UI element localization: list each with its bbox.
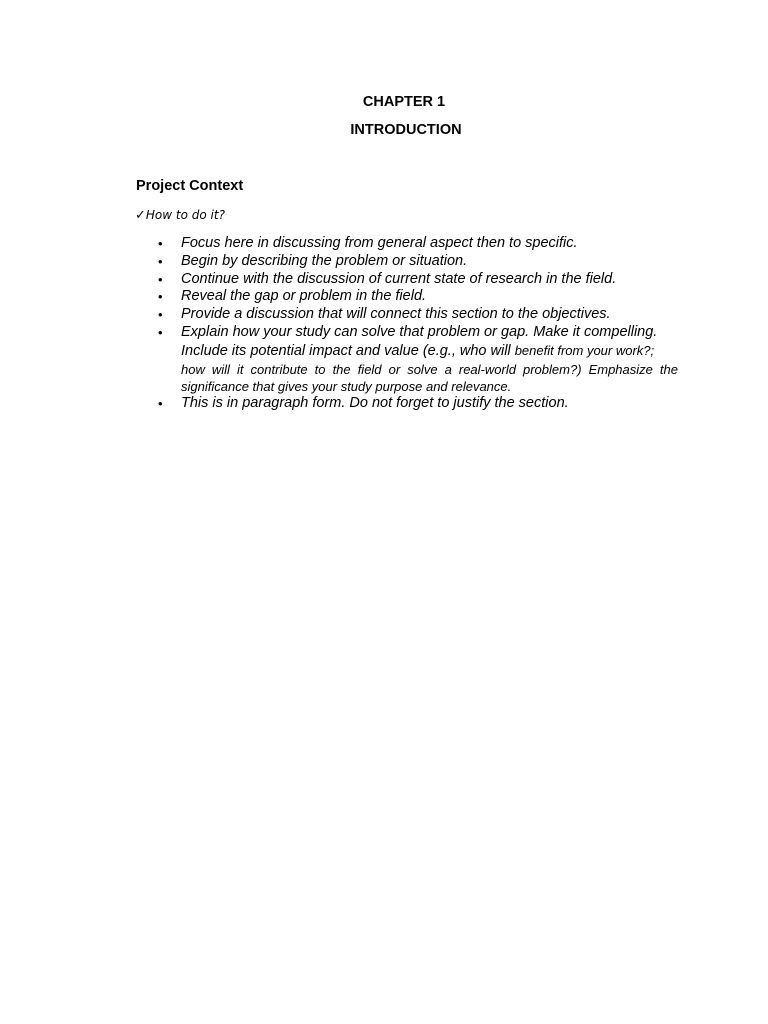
list-item bbox=[158, 235, 678, 253]
section-heading: Project Context bbox=[136, 178, 244, 194]
list-item bbox=[158, 288, 678, 306]
list-item-text: Continue with the discussion of current state of research in the field. bbox=[181, 270, 617, 287]
list-item-text: Include its potential impact and value (e.g., who will bbox=[181, 342, 515, 359]
list-item bbox=[158, 306, 678, 324]
list-item bbox=[158, 395, 678, 413]
list-item-text: how will it contribute to the field or solve a real-world problem?) Emphasize the bbox=[181, 361, 678, 377]
list-item bbox=[158, 324, 678, 395]
howto-text: How to do it? bbox=[145, 208, 225, 222]
list-item bbox=[158, 271, 678, 289]
list-item-text: Begin by describing the problem or situation. bbox=[181, 252, 468, 269]
checkmark-icon: ✓ bbox=[135, 208, 146, 223]
chapter-number: CHAPTER 1 bbox=[362, 94, 446, 110]
list-item bbox=[158, 253, 678, 271]
guidelines-list bbox=[158, 235, 678, 412]
list-item-text: Focus here in discussing from general aspect then to specific. bbox=[181, 235, 578, 251]
bullet-icon: • bbox=[158, 324, 163, 340]
bullet-icon: • bbox=[158, 395, 163, 411]
list-item-text: significance that gives your study purpose and relevance. bbox=[181, 378, 512, 394]
chapter-title: INTRODUCTION bbox=[350, 122, 462, 138]
list-item-text: Provide a discussion that will connect this section to the objectives. bbox=[181, 306, 611, 323]
howto-line bbox=[135, 206, 225, 225]
bullet-icon: • bbox=[158, 289, 163, 305]
bullet-icon: • bbox=[158, 236, 163, 251]
list-item-text: benefit from your work?; bbox=[514, 342, 655, 358]
bullet-icon: • bbox=[158, 307, 163, 323]
list-item-text: Explain how your study can solve that problem or gap. Make it compelling. bbox=[181, 323, 658, 340]
list-item-text: Reveal the gap or problem in the field. bbox=[181, 288, 427, 305]
bullet-icon: • bbox=[158, 253, 163, 269]
bullet-icon: • bbox=[158, 271, 163, 287]
list-item-text: This is in paragraph form. Do not forget to justify the section. bbox=[181, 394, 569, 411]
